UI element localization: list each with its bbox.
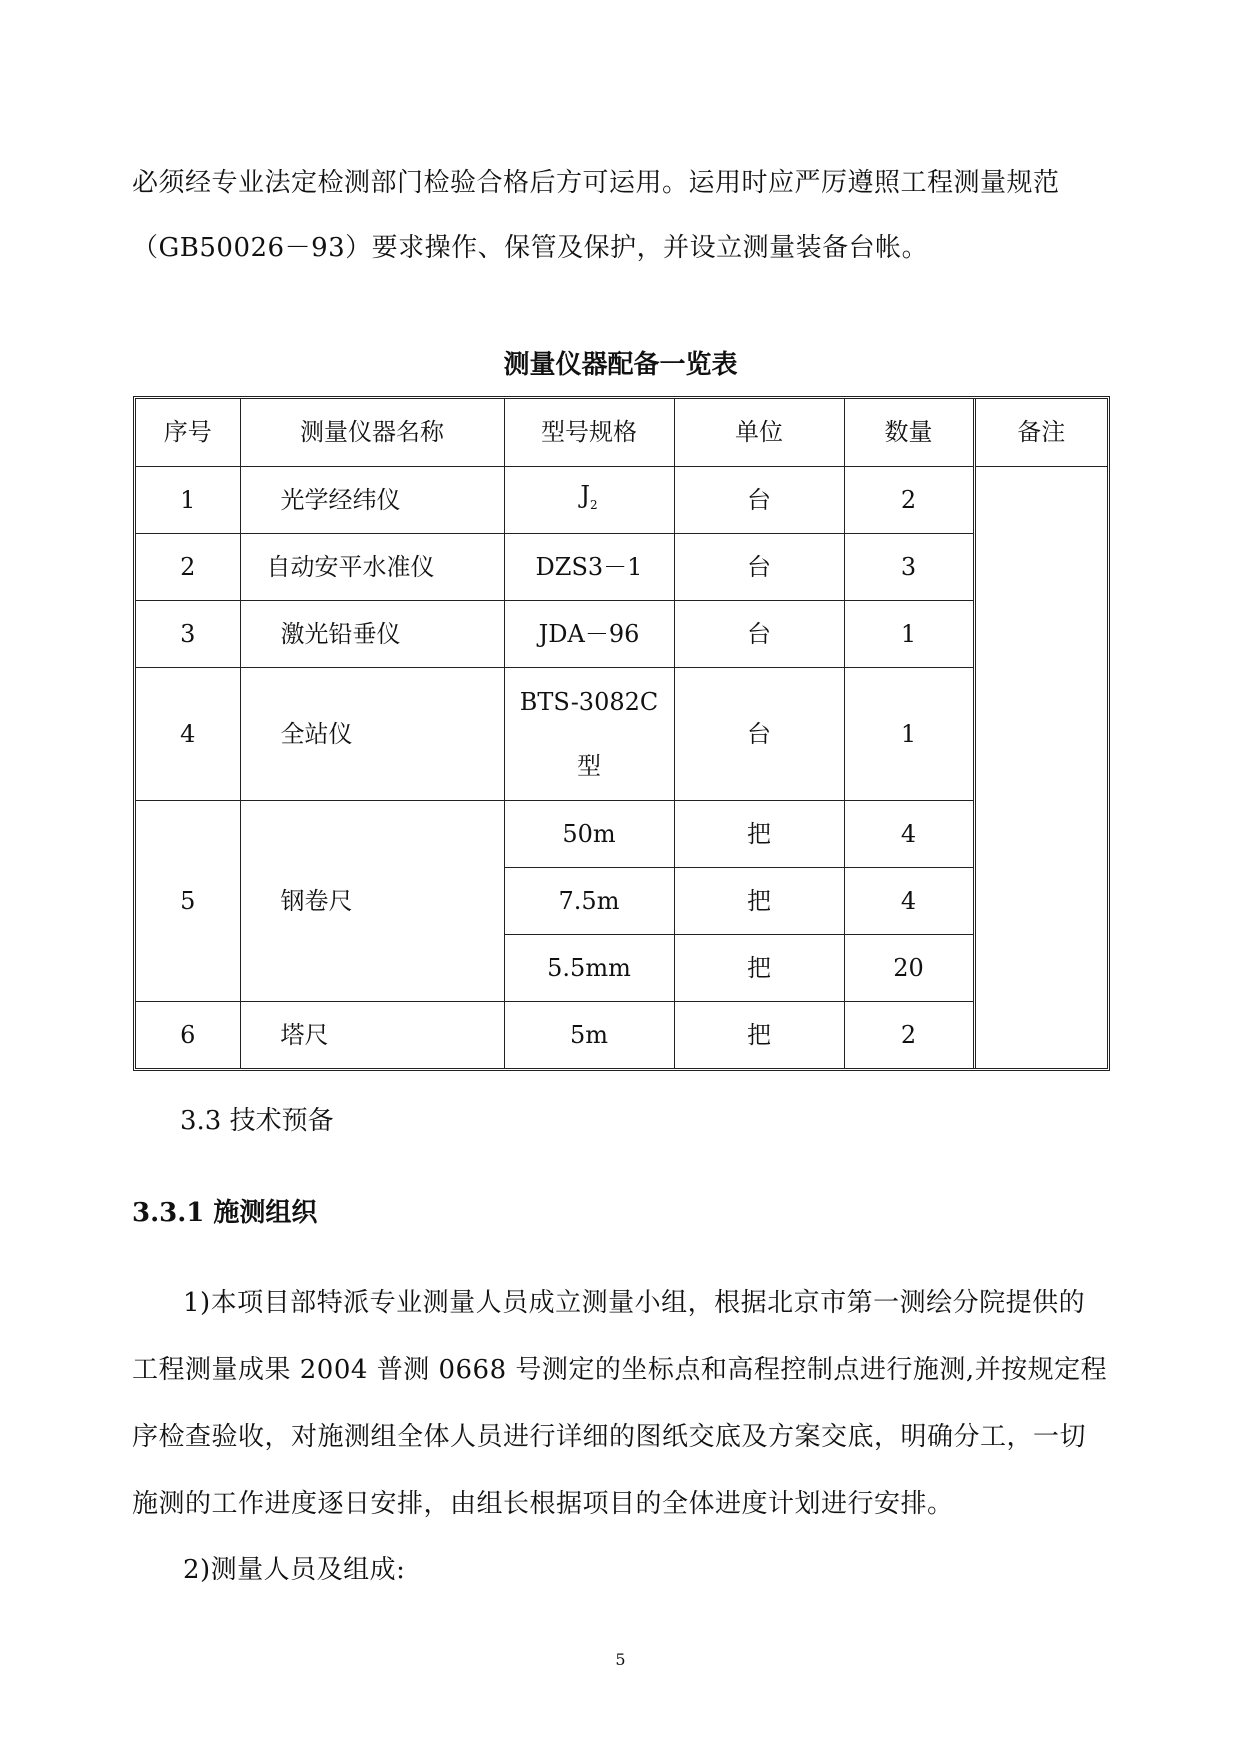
row-unit: 台	[674, 600, 844, 667]
para2-line: 2)测量人员及组成:	[183, 1555, 406, 1585]
section-heading-3-3: 3.3 技术预备	[180, 1106, 334, 1136]
row-name: 激光铅垂仪	[240, 600, 504, 667]
header-unit: 单位	[674, 399, 844, 466]
header-model: 型号规格	[504, 399, 674, 466]
row-name: 钢卷尺	[240, 800, 504, 1001]
table-row	[136, 600, 1107, 667]
row-unit: 台	[674, 466, 844, 533]
row-unit: 台	[674, 533, 844, 600]
header-name: 测量仪器名称	[240, 399, 504, 466]
row-name: 自动安平水准仪	[240, 533, 504, 600]
intro-line-2: （GB50026－93）要求操作、保管及保护，并设立测量装备台帐。	[132, 233, 929, 263]
row-name: 光学经纬仪	[240, 466, 504, 533]
row-no: 2	[136, 533, 240, 600]
header-quantity: 数量	[844, 399, 974, 466]
row-name: 塔尺	[240, 1001, 504, 1068]
intro-line-1: 必须经专业法定检测部门检验合格后方可运用。运用时应严厉遵照工程测量规范	[132, 168, 1060, 198]
row-quantity: 2	[844, 1001, 974, 1068]
table-row	[136, 533, 1107, 600]
model-main-text: J	[580, 480, 590, 509]
row-quantity: 4	[844, 867, 974, 934]
row-model: 50m	[504, 800, 674, 867]
table-row	[136, 667, 1107, 800]
row-no: 3	[136, 600, 240, 667]
row-model	[504, 667, 674, 800]
para1-line-4: 施测的工作进度逐日安排，由组长根据项目的全体进度计划进行安排。	[132, 1489, 954, 1519]
row-no: 5	[136, 800, 240, 1001]
page-number: 5	[615, 1650, 626, 1669]
row-no: 4	[136, 667, 240, 800]
row-quantity: 2	[844, 466, 974, 533]
row-unit: 把	[674, 867, 844, 934]
row-model	[504, 466, 674, 533]
row-model: 7.5m	[504, 867, 674, 934]
row-model: DZS3－1	[504, 533, 674, 600]
para1-line-1: 1)本项目部特派专业测量人员成立测量小组，根据北京市第一测绘分院提供的	[183, 1288, 1086, 1318]
row-unit: 把	[674, 934, 844, 1001]
header-no: 序号	[136, 399, 240, 466]
row-model: 5m	[504, 1001, 674, 1068]
model-line-2: 型	[577, 751, 601, 780]
row-unit: 把	[674, 1001, 844, 1068]
row-no: 1	[136, 466, 240, 533]
remark-cell	[974, 466, 1107, 1068]
row-model: JDA－96	[504, 600, 674, 667]
row-unit: 把	[674, 800, 844, 867]
row-quantity: 20	[844, 934, 974, 1001]
table-title: 测量仪器配备一览表	[503, 350, 738, 380]
para1-line-3: 序检查验收，对施测组全体人员进行详细的图纸交底及方案交底，明确分工，一切	[132, 1422, 1087, 1452]
para1-line-2: 工程测量成果 2004 普测 0668 号测定的坐标点和高程控制点进行施测,并按规定程	[132, 1355, 1108, 1385]
table-row	[136, 466, 1107, 533]
instrument-table	[133, 396, 1110, 1071]
row-unit: 台	[674, 667, 844, 800]
table-row	[136, 1001, 1107, 1068]
row-model: 5.5mm	[504, 934, 674, 1001]
row-quantity: 3	[844, 533, 974, 600]
row-name: 全站仪	[240, 667, 504, 800]
section-heading-3-3-1: 3.3.1 施测组织	[132, 1198, 318, 1228]
row-no: 6	[136, 1001, 240, 1068]
table-row	[136, 800, 1107, 867]
row-quantity: 1	[844, 667, 974, 800]
row-quantity: 4	[844, 800, 974, 867]
table-header-row	[136, 399, 1107, 466]
model-subscript-text: 2	[589, 497, 598, 512]
model-line-1: BTS-3082C	[519, 687, 659, 716]
row-quantity: 1	[844, 600, 974, 667]
header-remark: 备注	[974, 399, 1107, 466]
